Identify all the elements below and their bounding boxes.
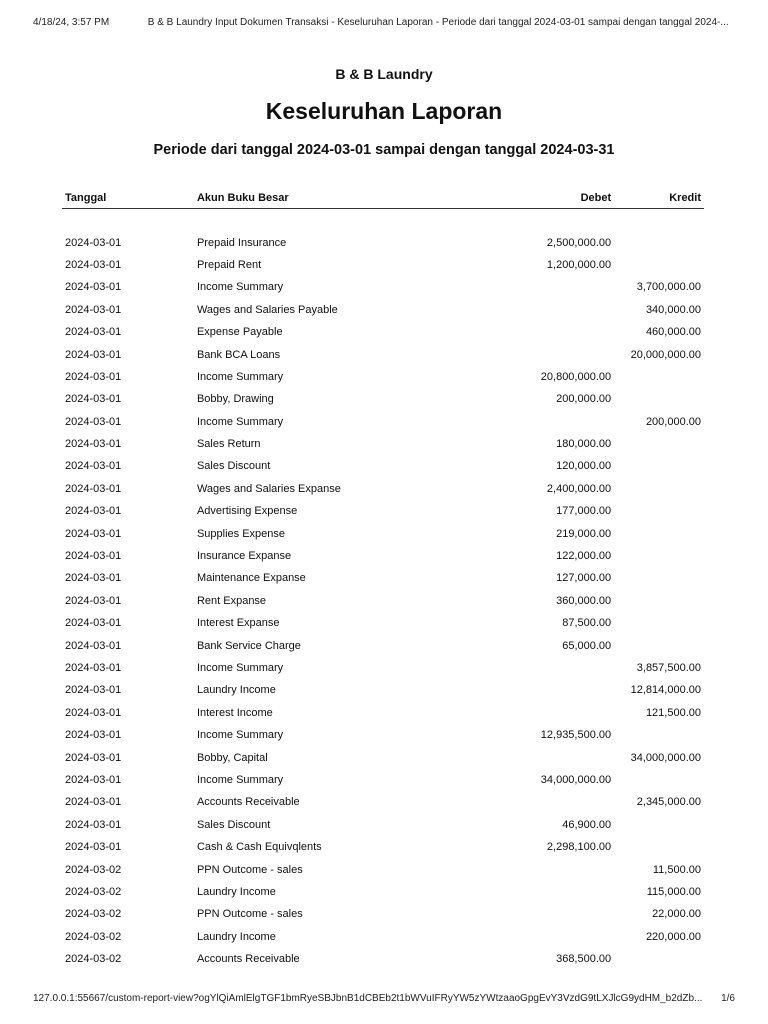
cell-date: 2024-03-01 [65, 706, 122, 719]
cell-debet [451, 881, 614, 903]
table-row [62, 814, 704, 836]
cell-account: Cash & Cash Equivqlents [196, 841, 322, 854]
cell-kredit [614, 769, 704, 791]
cell-date: 2024-03-01 [65, 415, 122, 428]
cell-account: Sales Discount [196, 460, 271, 473]
table-row [62, 567, 704, 589]
cell-debet [451, 411, 614, 433]
table-row [62, 769, 704, 791]
ledger-table [62, 188, 704, 970]
table-header-row [62, 188, 704, 209]
cell-kredit [614, 814, 704, 836]
cell-date: 2024-03-01 [65, 639, 122, 652]
table-row [62, 881, 704, 903]
cell-date: 2024-03-01 [65, 617, 122, 630]
cell-kredit: 22,000.00 [652, 908, 701, 921]
table-row [62, 231, 704, 253]
cell-date: 2024-03-01 [65, 370, 122, 383]
table-row [62, 254, 704, 276]
cell-kredit: 115,000.00 [646, 885, 701, 898]
cell-account: Income Summary [196, 662, 284, 674]
cell-date: 2024-03-01 [65, 773, 122, 786]
table-row [62, 679, 704, 701]
cell-account: Sales Return [196, 438, 261, 451]
cell-date: 2024-03-01 [65, 684, 122, 697]
cell-account: Laundry Income [196, 684, 276, 697]
cell-account: Insurance Expanse [196, 550, 292, 563]
cell-debet: 20,800,000.00 [540, 370, 612, 383]
cell-date: 2024-03-01 [65, 729, 122, 742]
table-row [62, 612, 704, 634]
page-number: 1/6 [721, 993, 735, 1004]
cell-account: Rent Expanse [196, 594, 267, 607]
cell-kredit [614, 500, 704, 522]
table-row [62, 702, 704, 724]
cell-date: 2024-03-01 [65, 594, 122, 607]
cell-kredit [614, 522, 704, 544]
cell-account: Supplies Expense [196, 527, 286, 540]
table-row [62, 321, 704, 343]
cell-kredit: 11,500.00 [652, 863, 701, 876]
table-row [62, 299, 704, 321]
header-debet: Debet [451, 188, 614, 209]
cell-account: Accounts Receivable [196, 796, 300, 809]
cell-debet: 200,000.00 [556, 393, 612, 406]
cell-account: Expense Payable [196, 326, 283, 339]
cell-account: Income Summary [196, 370, 284, 383]
cell-account: Income Summary [196, 415, 284, 428]
cell-account: Advertising Expense [196, 505, 298, 518]
table-row [62, 388, 704, 410]
company-name: B & B Laundry [335, 66, 433, 82]
cell-date: 2024-03-01 [65, 527, 122, 540]
table-row [62, 657, 704, 679]
cell-account: Wages and Salaries Expanse [196, 482, 341, 495]
cell-kredit [614, 254, 704, 276]
cell-account: Bobby, Capital [196, 751, 268, 764]
cell-date: 2024-03-02 [65, 885, 122, 898]
cell-debet: 360,000.00 [556, 594, 612, 607]
cell-kredit [614, 433, 704, 455]
table-row [62, 545, 704, 567]
cell-kredit [614, 545, 704, 567]
cell-debet: 12,935,500.00 [540, 729, 612, 742]
cell-date: 2024-03-02 [65, 863, 122, 876]
cell-kredit: 20,000,000.00 [630, 348, 701, 361]
cell-account: Sales Discount [196, 818, 271, 831]
cell-debet: 2,400,000.00 [546, 482, 612, 495]
cell-kredit: 3,857,500.00 [636, 662, 701, 674]
cell-debet: 177,000.00 [556, 505, 612, 518]
print-footer [33, 993, 735, 1004]
table-row [62, 478, 704, 500]
print-document-title: B & B Laundry Input Dokumen Transaksi - Keseluruhan Laporan - Periode dari tanggal 2024-03-01 sampai dengan tanggal 2024-... [147, 17, 729, 28]
cell-kredit: 3,700,000.00 [636, 281, 701, 294]
table-row [62, 858, 704, 880]
cell-account: Accounts Receivable [196, 953, 300, 966]
cell-date: 2024-03-01 [65, 796, 122, 809]
cell-debet [451, 276, 614, 298]
print-header [33, 17, 735, 28]
cell-account: Prepaid Rent [196, 258, 262, 271]
table-row [62, 634, 704, 656]
cell-kredit: 34,000,000.00 [630, 751, 701, 764]
cell-debet: 46,900.00 [562, 818, 612, 831]
cell-date: 2024-03-02 [65, 930, 122, 943]
cell-date: 2024-03-01 [65, 281, 122, 294]
table-row [62, 343, 704, 365]
cell-kredit [614, 590, 704, 612]
cell-date: 2024-03-01 [65, 572, 122, 585]
table-row [62, 366, 704, 388]
cell-date: 2024-03-01 [65, 482, 122, 495]
cell-debet [451, 903, 614, 925]
cell-date: 2024-03-01 [65, 818, 122, 831]
cell-date: 2024-03-01 [65, 662, 122, 674]
cell-debet [451, 299, 614, 321]
cell-debet [451, 746, 614, 768]
header-date: Tanggal [62, 188, 194, 209]
report-period: Periode dari tanggal 2024-03-01 sampai dengan tanggal 2024-03-31 [153, 142, 615, 158]
table-row [62, 433, 704, 455]
cell-date: 2024-03-01 [65, 303, 122, 316]
cell-date: 2024-03-01 [65, 326, 122, 339]
cell-account: Bank Service Charge [196, 639, 301, 652]
cell-kredit [614, 567, 704, 589]
table-row [62, 746, 704, 768]
cell-debet [451, 791, 614, 813]
table-row [62, 590, 704, 612]
cell-kredit [614, 478, 704, 500]
cell-debet: 65,000.00 [562, 639, 612, 652]
cell-kredit [614, 231, 704, 253]
cell-date: 2024-03-01 [65, 438, 122, 451]
cell-debet: 1,200,000.00 [546, 258, 612, 271]
cell-account: Income Summary [196, 729, 284, 742]
table-row [62, 276, 704, 298]
cell-debet: 122,000.00 [556, 550, 612, 563]
cell-debet: 87,500.00 [562, 617, 612, 630]
cell-date: 2024-03-01 [65, 841, 122, 854]
cell-date: 2024-03-01 [65, 505, 122, 518]
cell-kredit [614, 455, 704, 477]
cell-kredit [614, 366, 704, 388]
cell-account: Income Summary [196, 281, 284, 294]
table-row [62, 836, 704, 858]
cell-debet [451, 858, 614, 880]
report-title: Keseluruhan Laporan [265, 98, 503, 124]
cell-kredit: 460,000.00 [645, 326, 701, 339]
cell-account: PPN Outcome - sales [196, 863, 303, 876]
cell-debet: 368,500.00 [556, 953, 612, 966]
cell-kredit [614, 634, 704, 656]
cell-kredit [614, 612, 704, 634]
ledger-body [62, 209, 704, 971]
cell-debet [451, 679, 614, 701]
table-row [62, 791, 704, 813]
cell-kredit: 12,814,000.00 [630, 684, 701, 697]
table-row [62, 926, 704, 948]
cell-date: 2024-03-01 [65, 348, 122, 361]
cell-date: 2024-03-01 [65, 550, 122, 563]
cell-account: Income Summary [196, 773, 284, 786]
cell-date: 2024-03-01 [65, 236, 122, 249]
table-row [62, 522, 704, 544]
cell-kredit [614, 836, 704, 858]
cell-debet [451, 702, 614, 724]
header-account: Akun Buku Besar [194, 188, 451, 209]
cell-debet: 127,000.00 [556, 572, 612, 585]
cell-kredit [614, 724, 704, 746]
cell-debet [451, 657, 614, 679]
cell-date: 2024-03-01 [65, 393, 122, 406]
table-row [62, 455, 704, 477]
cell-account: Interest Expanse [196, 617, 280, 630]
cell-date: 2024-03-01 [65, 751, 122, 764]
cell-account: Laundry Income [196, 885, 276, 898]
cell-debet [451, 343, 614, 365]
cell-kredit: 121,500.00 [645, 706, 701, 719]
cell-date: 2024-03-02 [65, 953, 122, 966]
table-row [62, 903, 704, 925]
cell-account: Interest Income [196, 706, 273, 719]
cell-kredit: 340,000.00 [645, 303, 701, 316]
table-row [62, 500, 704, 522]
cell-debet: 34,000,000.00 [540, 773, 612, 786]
cell-debet [451, 926, 614, 948]
cell-debet [451, 321, 614, 343]
cell-account: PPN Outcome - sales [196, 908, 303, 921]
cell-account: Bank BCA Loans [196, 348, 281, 361]
cell-account: Wages and Salaries Payable [196, 303, 338, 316]
cell-debet: 120,000.00 [556, 460, 612, 473]
print-url: 127.0.0.1:55667/custom-report-view?ogYlQiAmlElgTGF1bmRyeSBJbnB1dCBEb2t1bWVuIFRyYW5zYWtzaaoGpgEvY3VzdG9tLXJlcG9ydHM_b2dZb... [33, 993, 703, 1004]
cell-kredit [614, 948, 704, 970]
cell-kredit: 220,000.00 [645, 930, 701, 943]
spacer-row [62, 209, 704, 232]
header-kredit: Kredit [614, 188, 704, 209]
cell-debet: 2,500,000.00 [546, 236, 612, 249]
table-row [62, 411, 704, 433]
print-timestamp: 4/18/24, 3:57 PM [33, 17, 110, 28]
cell-account: Prepaid Insurance [196, 236, 287, 249]
cell-debet: 180,000.00 [556, 438, 612, 451]
cell-date: 2024-03-01 [65, 258, 122, 271]
cell-account: Bobby, Drawing [196, 393, 274, 406]
table-row [62, 724, 704, 746]
cell-kredit: 200,000.00 [645, 415, 701, 428]
cell-date: 2024-03-01 [65, 460, 122, 473]
cell-debet: 219,000.00 [556, 527, 612, 540]
cell-account: Laundry Income [196, 930, 276, 943]
cell-kredit: 2,345,000.00 [636, 796, 701, 809]
cell-debet: 2,298,100.00 [546, 841, 612, 854]
table-row [62, 948, 704, 970]
cell-date: 2024-03-02 [65, 908, 122, 921]
cell-account: Maintenance Expanse [196, 572, 306, 585]
cell-kredit [614, 388, 704, 410]
